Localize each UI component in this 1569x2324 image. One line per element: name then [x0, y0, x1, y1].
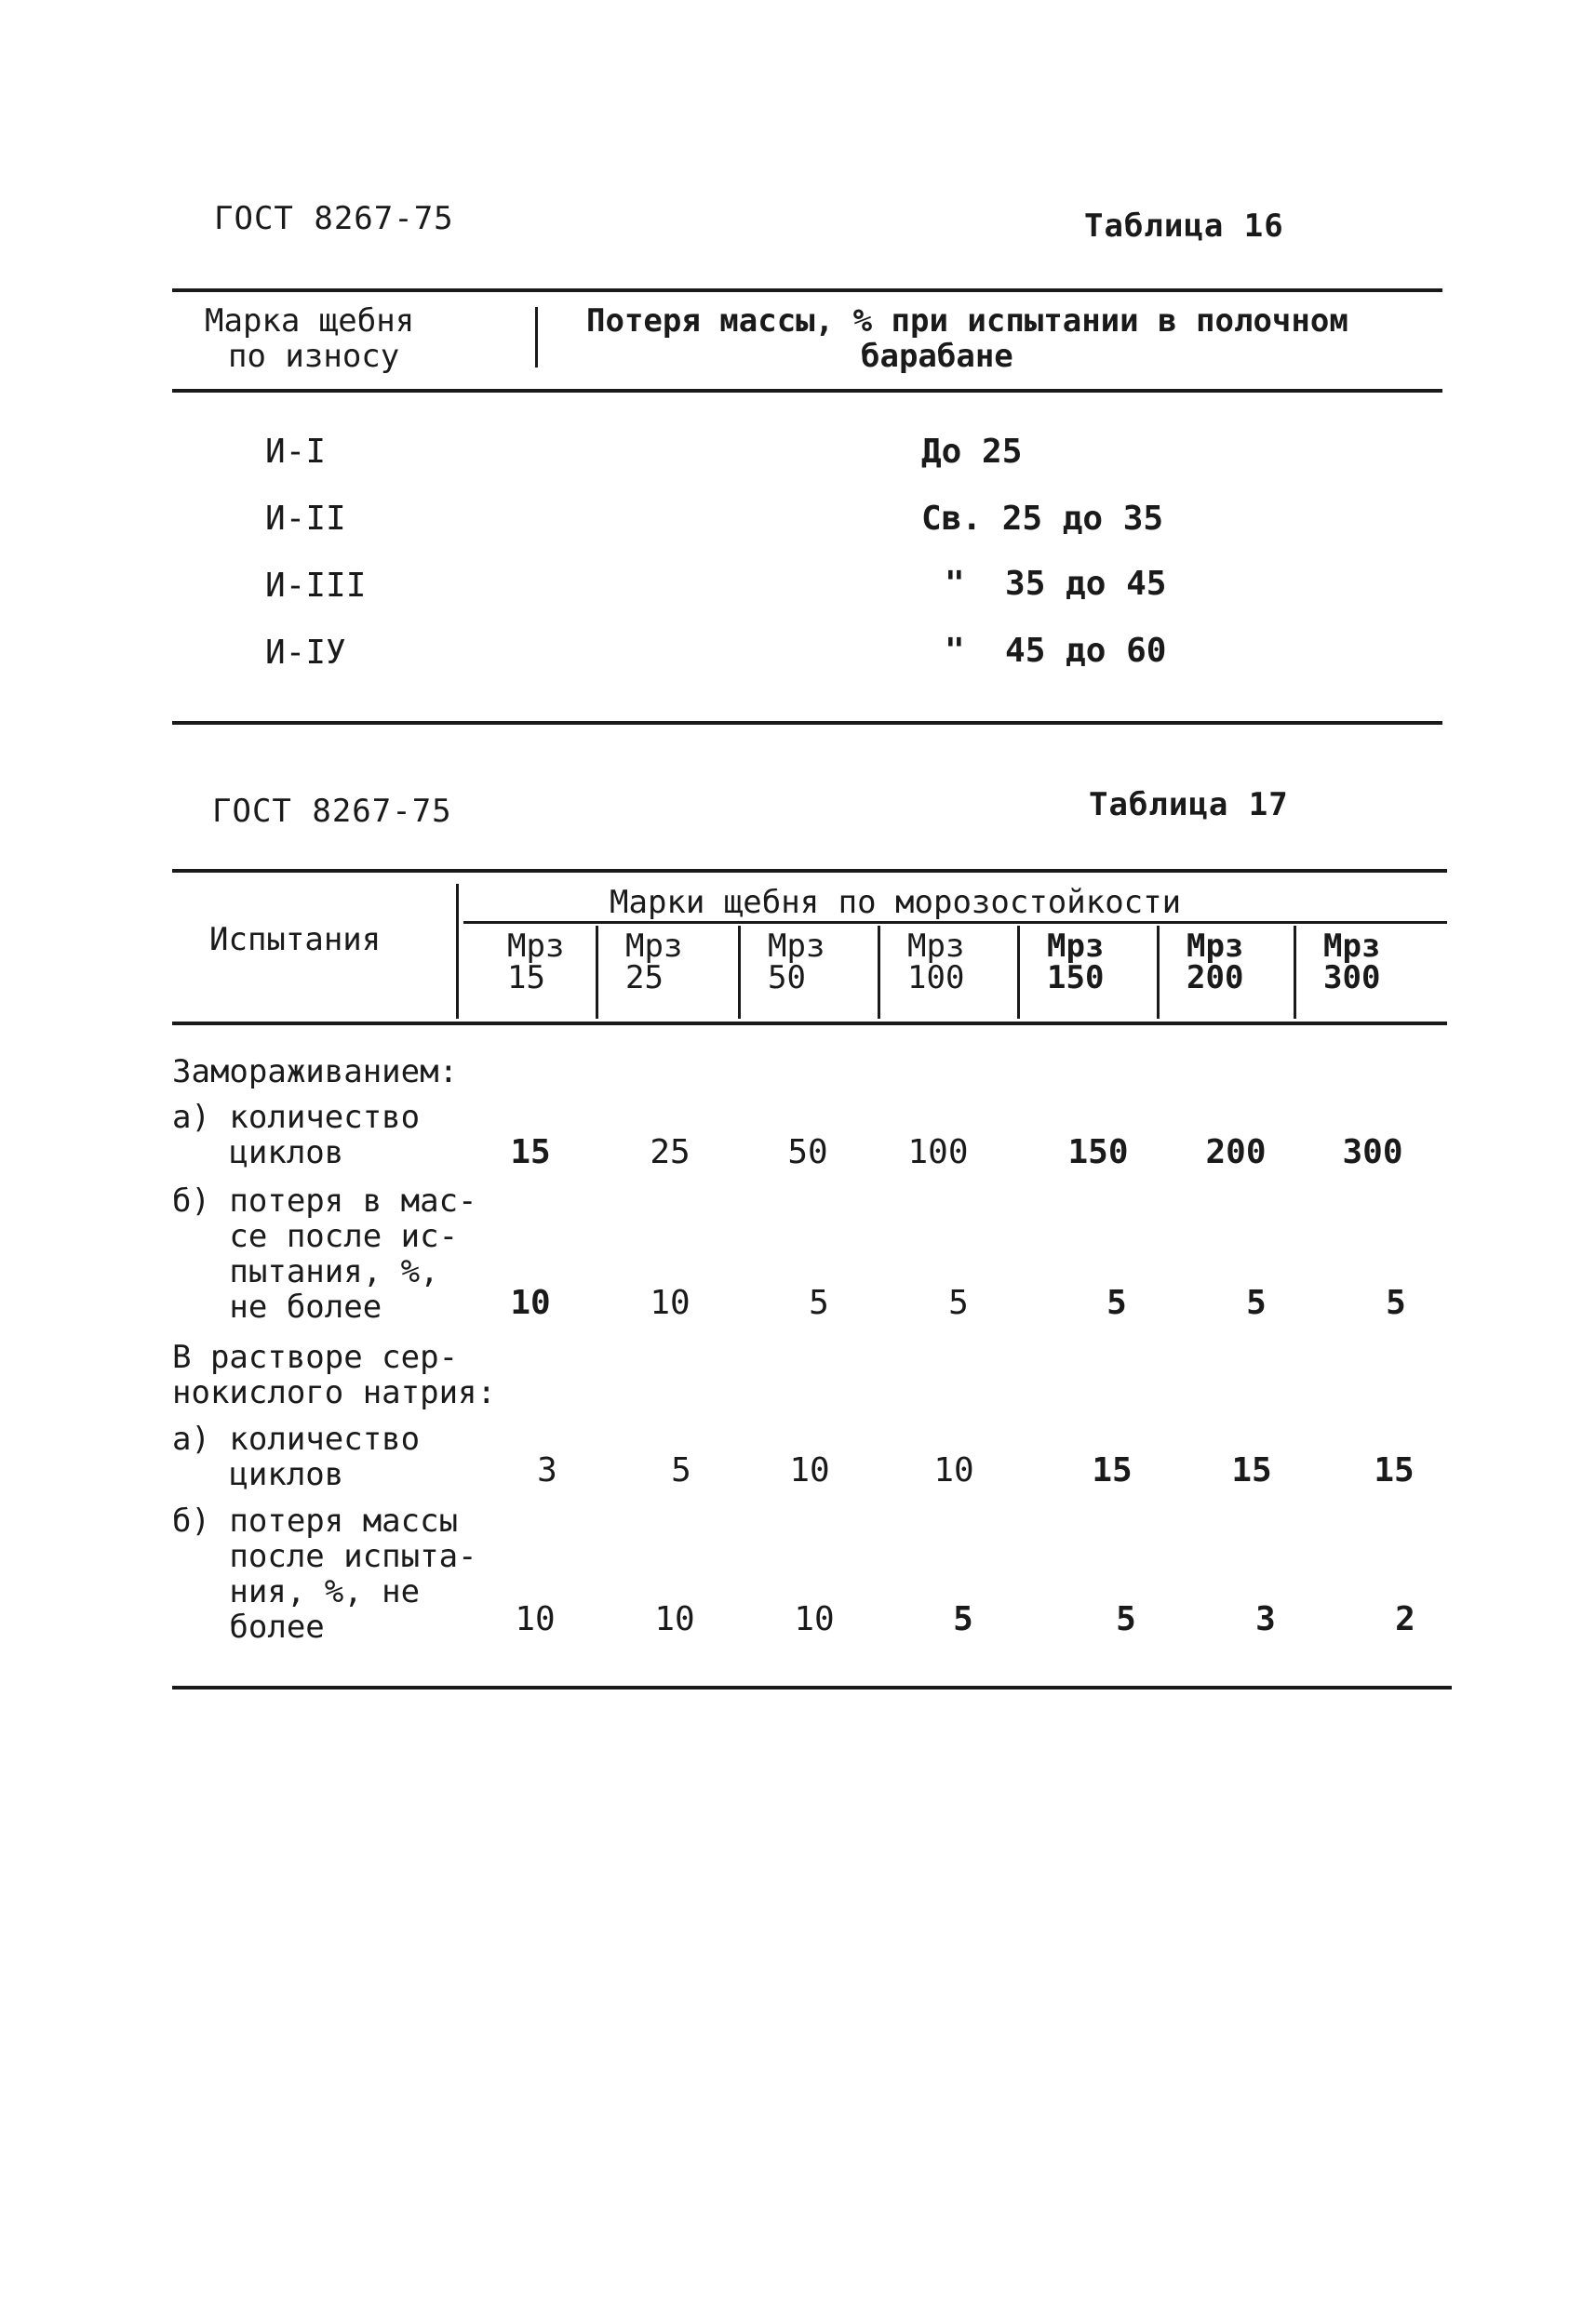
- header-rule: [172, 1022, 1447, 1025]
- value-cell: 15: [1374, 1451, 1415, 1489]
- value-cell: 5: [1106, 1284, 1127, 1322]
- grade-header: Мрз 100: [907, 928, 965, 996]
- value-cell: 300: [1342, 1133, 1403, 1171]
- col-separator: [596, 926, 598, 1019]
- grade-header: Мрз 25: [625, 928, 683, 996]
- loss-cell: До 25: [921, 433, 1023, 471]
- group-header: Марки щебня по морозостойкости: [610, 884, 1182, 921]
- bottom-rule: [172, 1686, 1452, 1690]
- value-cell: 25: [650, 1133, 691, 1171]
- value-cell: 100: [907, 1133, 969, 1171]
- section-title: В растворе сер- нокислого натрия:: [172, 1339, 496, 1411]
- value-cell: 15: [1231, 1451, 1272, 1489]
- header-rule: [172, 389, 1442, 393]
- grade-cell: И-IУ: [265, 634, 346, 672]
- value-cell: 5: [1246, 1284, 1267, 1322]
- grade-header: Мрз 200: [1187, 928, 1244, 996]
- value-cell: 3: [1255, 1600, 1276, 1638]
- value-cell: 15: [510, 1133, 551, 1171]
- col1-header: Испытания: [209, 921, 382, 958]
- col1-header-line2: по износу: [228, 338, 400, 375]
- value-cell: 5: [948, 1284, 969, 1322]
- value-cell: 10: [933, 1451, 974, 1489]
- value-cell: 200: [1205, 1133, 1267, 1171]
- loss-cell: " 35 до 45: [945, 565, 1167, 603]
- value-cell: 3: [537, 1451, 557, 1489]
- section-title: Замораживанием:: [172, 1053, 459, 1090]
- col-separator: [456, 884, 459, 1019]
- row-label: а) количество циклов: [172, 1099, 421, 1171]
- value-cell: 5: [1386, 1284, 1406, 1322]
- value-cell: 10: [510, 1284, 551, 1322]
- value-cell: 150: [1067, 1133, 1129, 1171]
- bottom-rule: [172, 721, 1442, 725]
- value-cell: 50: [787, 1133, 828, 1171]
- value-cell: 15: [1092, 1451, 1133, 1489]
- grade-cell: И-III: [265, 567, 367, 605]
- col2-header-line2: барабане: [861, 338, 1013, 375]
- row-label: б) потеря в мас- се после ис- пытания, %, не более: [172, 1182, 477, 1326]
- grade-header: Мрз 300: [1323, 928, 1381, 996]
- value-cell: 10: [794, 1600, 835, 1638]
- loss-cell: " 45 до 60: [945, 632, 1167, 670]
- col-separator: [1017, 926, 1020, 1019]
- grade-header: Мрз 150: [1047, 928, 1105, 996]
- table-caption: Таблица 17: [1089, 786, 1289, 823]
- doc-code: ГОСТ 8267-75: [214, 200, 454, 237]
- col-separator: [878, 926, 880, 1019]
- grade-header: Мрз 50: [768, 928, 825, 996]
- row-label: а) количество циклов: [172, 1421, 421, 1493]
- value-cell: 5: [1116, 1600, 1136, 1638]
- value-cell: 5: [953, 1600, 973, 1638]
- top-rule: [172, 869, 1447, 873]
- col-separator: [738, 926, 741, 1019]
- col2-header-line1: Потеря массы, % при испытании в полочном: [586, 302, 1348, 340]
- value-cell: 2: [1395, 1600, 1415, 1638]
- top-rule: [172, 288, 1442, 292]
- value-cell: 10: [650, 1284, 691, 1322]
- grade-header: Мрз 15: [507, 928, 565, 996]
- group-header-rule: [463, 921, 1447, 924]
- table-caption: Таблица 16: [1084, 207, 1284, 245]
- col-separator: [1157, 926, 1160, 1019]
- grade-cell: И-II: [265, 500, 346, 538]
- doc-code: ГОСТ 8267-75: [212, 793, 452, 830]
- value-cell: 10: [654, 1600, 695, 1638]
- loss-cell: Св. 25 до 35: [921, 500, 1164, 538]
- grade-cell: И-I: [265, 433, 327, 471]
- col-separator: [535, 307, 538, 367]
- col-separator: [1294, 926, 1296, 1019]
- value-cell: 5: [809, 1284, 829, 1322]
- value-cell: 5: [671, 1451, 691, 1489]
- col1-header-line1: Марка щебня: [205, 302, 415, 340]
- value-cell: 10: [515, 1600, 556, 1638]
- row-label: б) потеря массы после испыта- ния, %, не более: [172, 1503, 477, 1646]
- value-cell: 10: [789, 1451, 830, 1489]
